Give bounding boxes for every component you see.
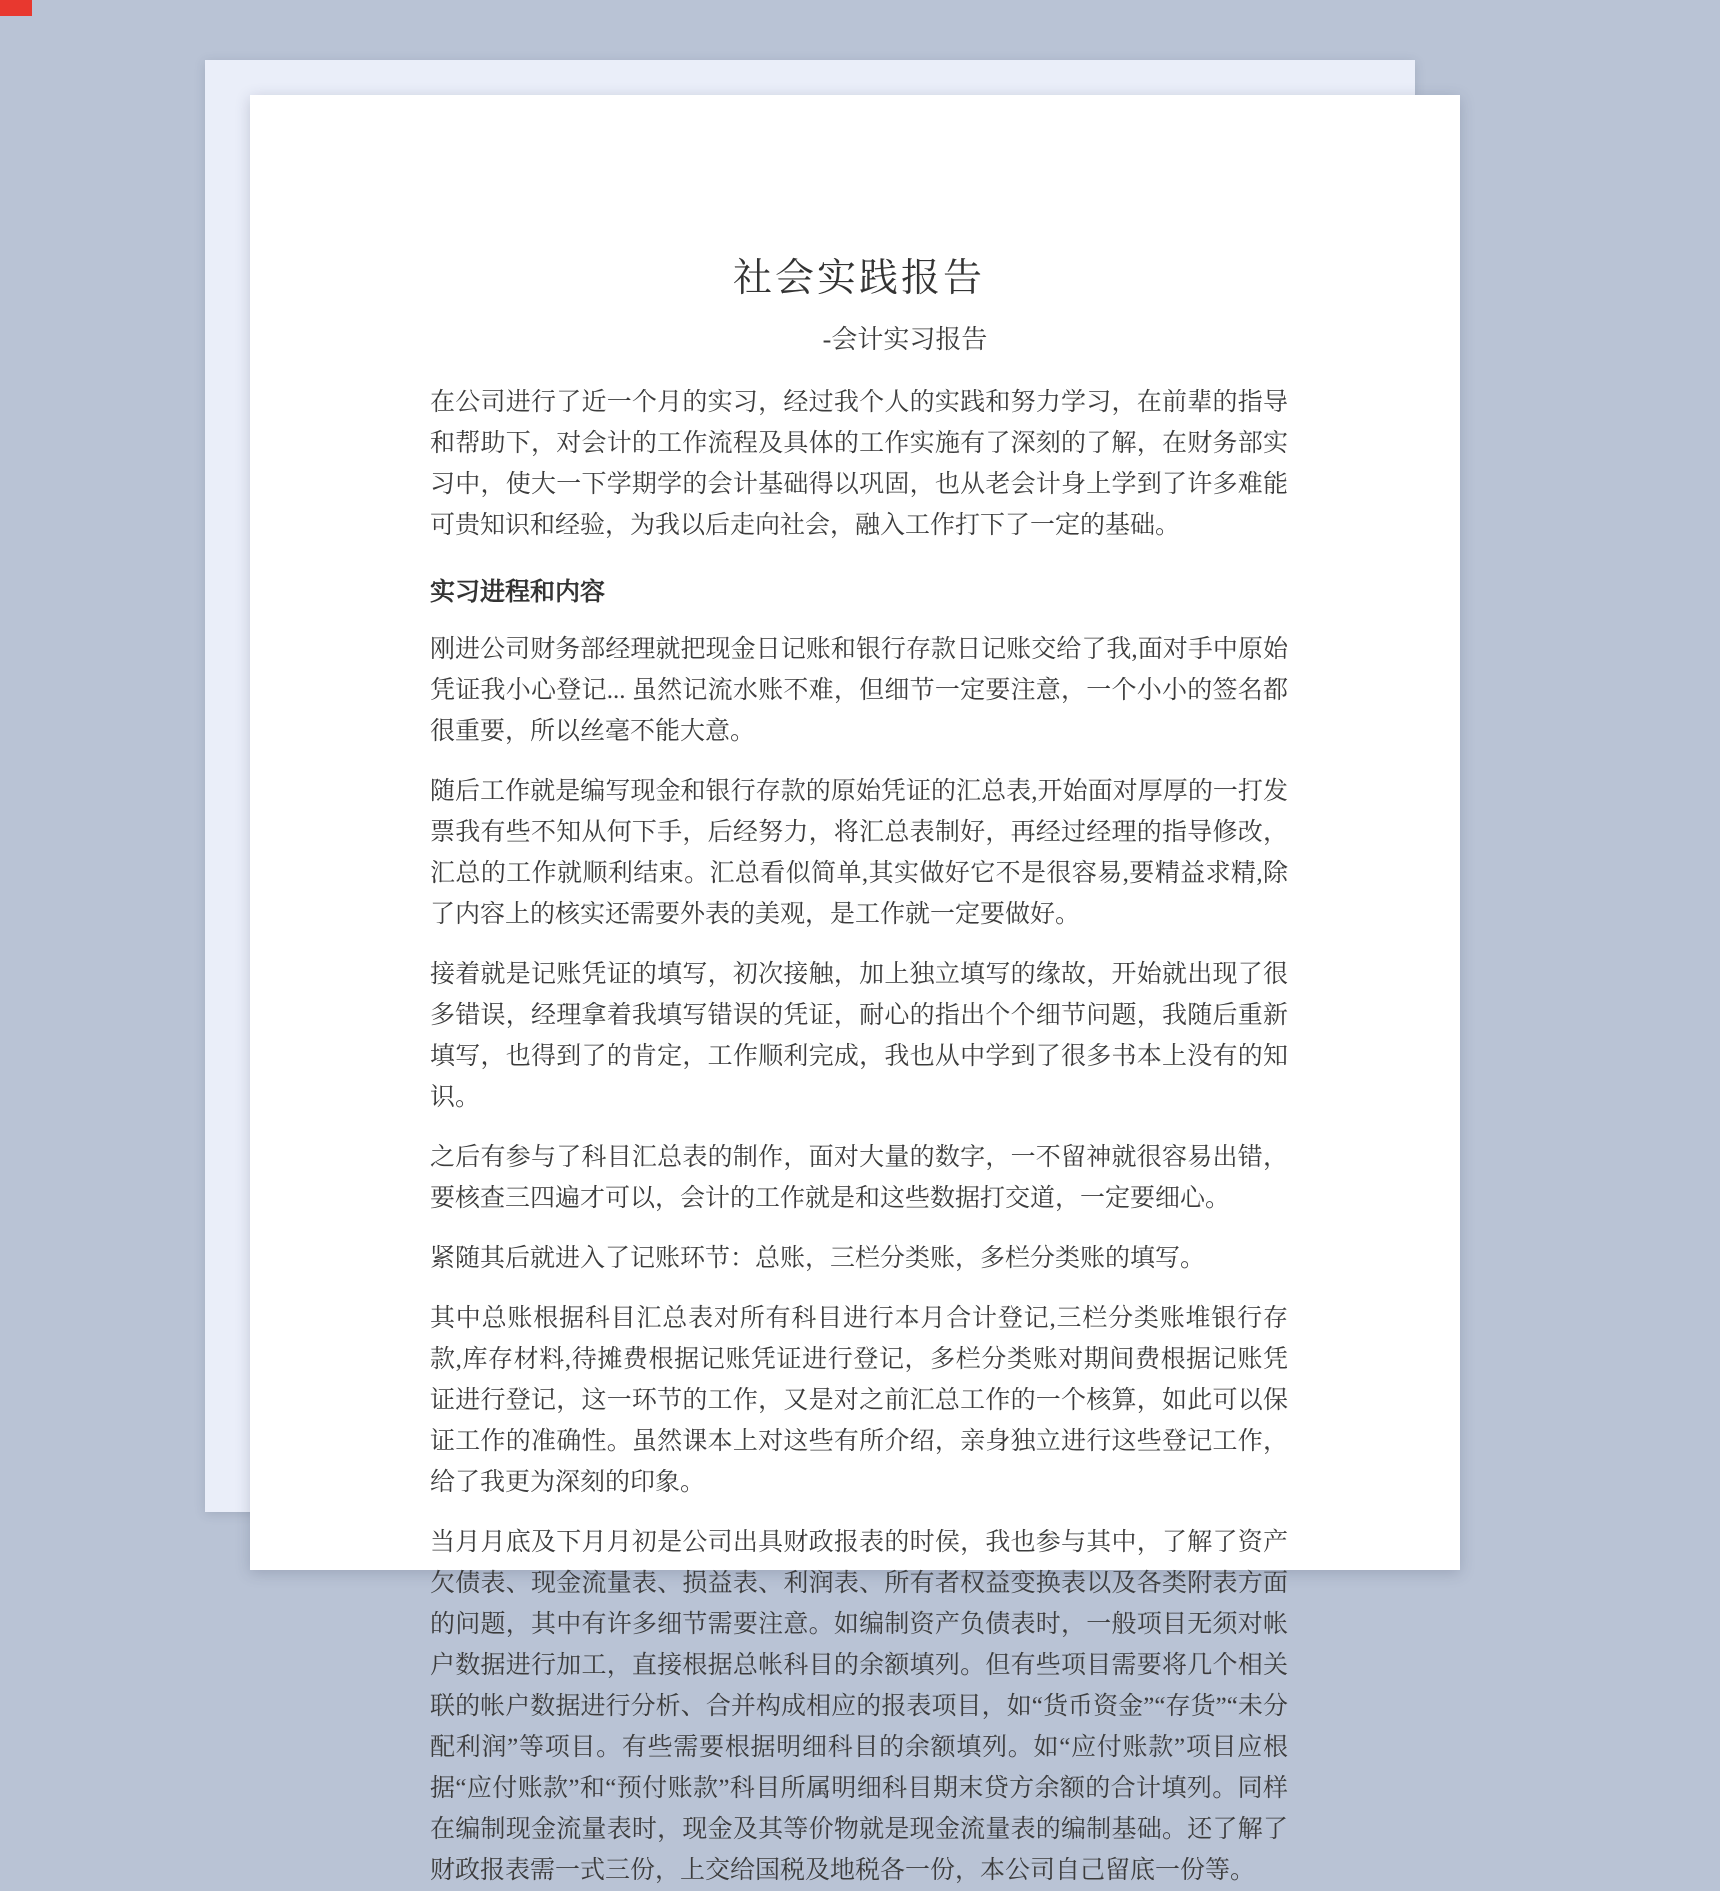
intro-paragraph: 在公司进行了近一个月的实习，经过我个人的实践和努力学习，在前辈的指导和帮助下，对会计的工作流程及具体的工作实施有了深刻的了解，在财务部实习中，使大一下学期学的会计基础得以巩固，也从老会计身上学到了许多难能可贵知识和经验，为我以后走向社会，融入工作打下了一定的基础。	[430, 389, 1288, 539]
paragraph: 随后工作就是编写现金和银行存款的原始凭证的汇总表,开始面对厚厚的一打发票我有些不知从何下手，后经努力，将汇总表制好，再经过经理的指导修改，汇总的工作就顺利结束。汇总看似简单,其实做好它不是很容易,要精益求精,除了内容上的核实还需要外表的美观，是工作就一定要做好。	[430, 778, 1288, 928]
paragraph: 刚进公司财务部经理就把现金日记账和银行存款日记账交给了我,面对手中原始凭证我小心登记... 虽然记流水账不难，但细节一定要注意，一个小小的签名都很重要，所以丝毫不能大意。	[430, 636, 1288, 745]
paragraph: 当月月底及下月月初是公司出具财政报表的时侯，我也参与其中，了解了资产欠债表、现金流量表、损益表、利润表、所有者权益变换表以及各类附表方面的问题，其中有许多细节需要注意。如编制资产负债表时，一般项目无须对帐户数据进行加工，直接根据总帐科目的余额填列。但有些项目需要将几个相关联的帐户数据进行分析、合并构成相应的报表项目，如“货币资金”“存货”“未分配利润”等项目。有些需要根据明细科目的余额填列。如“应付账款”项目应根据“应付账款”和“预付账款”科目所属明细科目期末贷方余额的合计填列。同样在编制现金流量表时，现金及其等价物就是现金流量表的编制基础。还了解了财政报表需一式三份，上交给国税及地税各一份，本公司自己留底一份等。	[430, 1529, 1288, 1884]
page-subtitle: -会计实习报告	[822, 325, 988, 354]
paragraph: 之后有参与了科目汇总表的制作，面对大量的数字，一不留神就很容易出错，要核查三四遍才可以，会计的工作就是和这些数据打交道，一定要细心。	[430, 1144, 1288, 1212]
paragraph: 紧随其后就进入了记账环节：总账，三栏分类账，多栏分类账的填写。	[430, 1245, 1206, 1272]
paragraph: 接着就是记账凭证的填写，初次接触，加上独立填写的缘故，开始就出现了很多错误，经理拿着我填写错误的凭证，耐心的指出个个细节问题，我随后重新填写，也得到了的肯定，工作顺利完成，我也从中学到了很多书本上没有的知识。	[430, 961, 1288, 1111]
paragraph: 其中总账根据科目汇总表对所有科目进行本月合计登记,三栏分类账堆银行存款,库存材料,待摊费根据记账凭证进行登记，多栏分类账对期间费根据记账凭证进行登记，这一环节的工作，又是对之前汇总工作的一个核算，如此可以保证工作的准确性。虽然课本上对这些有所介绍，亲身独立进行这些登记工作，给了我更为深刻的印象。	[430, 1305, 1288, 1496]
red-corner-decoration	[0, 0, 32, 16]
section-heading: 实习进程和内容	[430, 579, 606, 606]
document-page	[250, 95, 1460, 1884]
page-title: 社会实践报告	[732, 257, 985, 300]
document-body	[430, 382, 1288, 1891]
